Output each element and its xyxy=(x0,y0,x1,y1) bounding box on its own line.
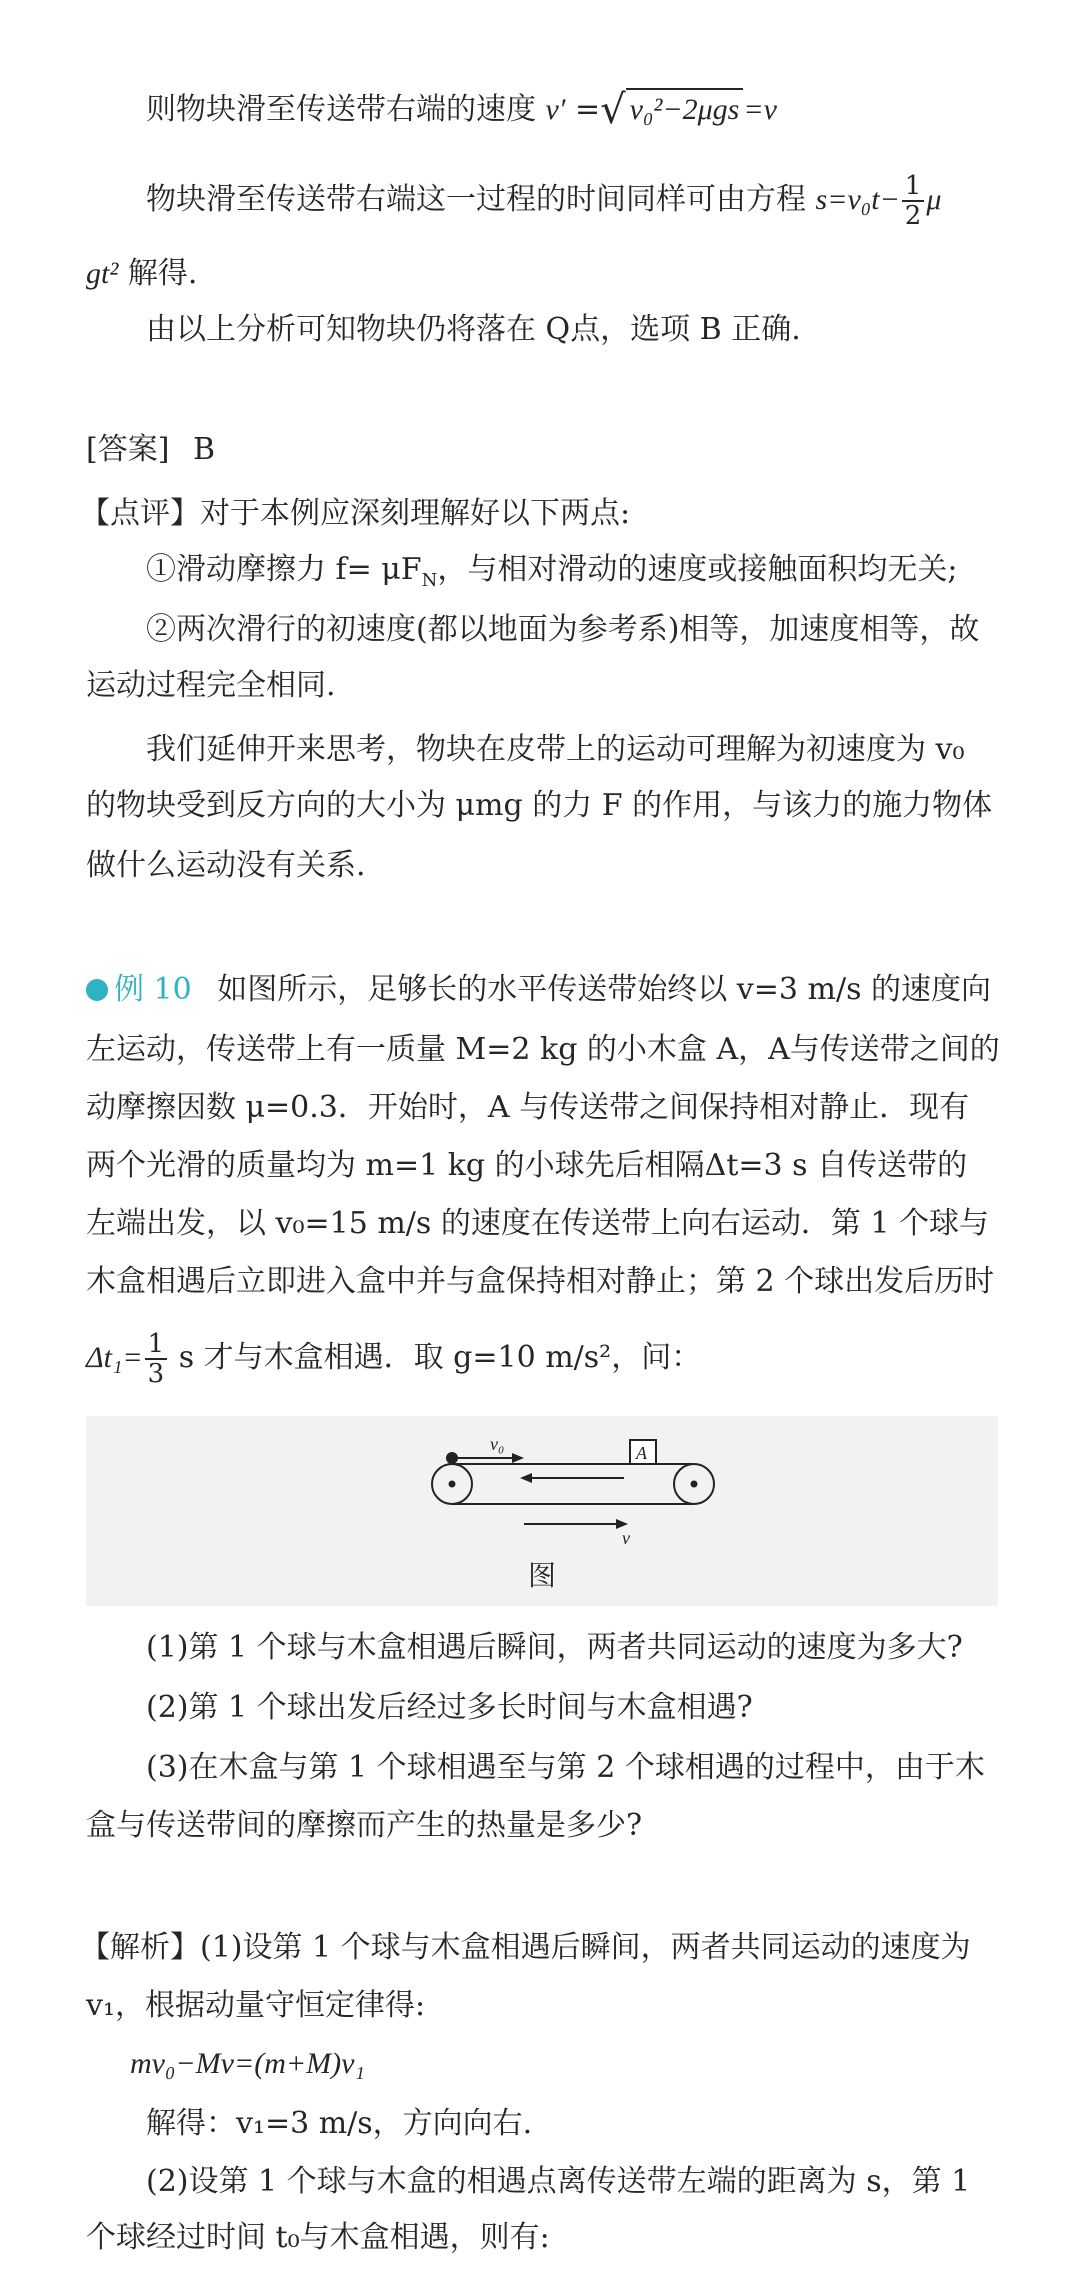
velocity-sentence: 则物块滑至传送带右端的速度 v′ =√ v₀²−2μgs =v xyxy=(146,87,777,133)
example-line-2: 左运动，传送带上有一质量 M=2 kg 的小木盒 A，A与传送带之间的 xyxy=(86,1032,1000,1067)
solution-line-2: v₁，根据动量守恒定律得: xyxy=(86,1988,426,2023)
question-1: (1)第 1 个球与木盒相遇后瞬间，两者共同运动的速度为多大? xyxy=(146,1630,963,1665)
conveyor-diagram xyxy=(86,1416,998,1556)
extension-line-3: 做什么运动没有关系. xyxy=(86,848,366,883)
example-line-7: Δt₁= $\frac{1}{3}$ s 才与木盒相遇．取 g=10 m/s²，问： xyxy=(86,1329,702,1389)
time-sentence-cont: gt² 解得. xyxy=(86,256,198,291)
v0-label: v₀ xyxy=(490,1434,505,1454)
answer-value: B xyxy=(192,432,216,467)
question-3: (3)在木盒与第 1 个球相遇至与第 2 个球相遇的过程中，由于木 xyxy=(146,1750,985,1785)
solution-line-6: 个球经过时间 t₀与木盒相遇，则有: xyxy=(86,2220,550,2255)
conveyor-figure xyxy=(86,1416,998,1606)
sqrt-content: v₀²−2μgs xyxy=(626,88,744,130)
left-pulley-axle xyxy=(449,1481,456,1488)
momentum-equation: mv₀−Mv=(m+M)v₁ xyxy=(130,2047,365,2080)
question-3-cont: 盒与传送带间的摩擦而产生的热量是多少? xyxy=(86,1808,643,1843)
time-sentence: 物块滑至传送带右端这一过程的时间同样可由方程 s=v₀t− $\frac{1}{2}$ μ xyxy=(146,171,942,231)
solution-label: 【解析】 xyxy=(80,1930,200,1965)
solution-line-5: (2)设第 1 个球与木盒的相遇点离传送带左端的距离为 s，第 1 xyxy=(146,2164,971,2199)
box-left-arrow-head xyxy=(520,1473,532,1483)
v0-arrow-head xyxy=(512,1453,524,1463)
fraction-half: $\frac{1}{2}$ xyxy=(902,172,925,230)
example-line-3: 动摩擦因数 μ=0.3．开始时，A 与传送带之间保持相对静止．现有 xyxy=(86,1090,970,1125)
box-a-label: A xyxy=(636,1443,647,1463)
answer-line xyxy=(86,430,215,470)
comment-point-2-cont: 运动过程完全相同. xyxy=(86,668,336,703)
comment-point-2: ②两次滑行的初速度(都以地面为参考系)相等，加速度相等，故 xyxy=(146,612,980,647)
example-line-6: 木盒相遇后立即进入盒中并与盒保持相对静止；第 2 个球出发后历时 xyxy=(86,1264,995,1299)
solution-line-1: 【解析】(1)设第 1 个球与木盒相遇后瞬间，两者共同运动的速度为 xyxy=(80,1930,971,1965)
answer-label: [答案] xyxy=(86,432,170,467)
extension-line-1: 我们延伸开来思考，物块在皮带上的运动可理解为初速度为 v₀ xyxy=(146,732,965,767)
figure-caption: 图 xyxy=(527,1559,556,1592)
example-line-5: 左端出发，以 v₀=15 m/s 的速度在传送带上向右运动．第 1 个球与 xyxy=(86,1206,990,1241)
ball xyxy=(446,1452,458,1464)
bullet-dot-icon xyxy=(86,979,108,1001)
extension-line-2: 的物块受到反方向的大小为 μmg 的力 F 的作用，与该力的施力物体 xyxy=(86,788,993,823)
example-line-1: 例 10 如图所示，足够长的水平传送带始终以 v=3 m/s 的速度向 xyxy=(86,970,991,1010)
example-tag: 例 10 xyxy=(86,972,192,1007)
question-2: (2)第 1 个球出发后经过多长时间与木盒相遇? xyxy=(146,1690,753,1725)
solution-line-4: 解得：v₁=3 m/s，方向向右. xyxy=(146,2106,533,2141)
comment-point-1: ①滑动摩擦力 $f= \mu F_N$，与相对滑动的速度或接触面积均无关; xyxy=(146,552,958,591)
right-pulley-axle xyxy=(691,1481,698,1488)
example-line-4: 两个光滑的质量均为 m=1 kg 的小球先后相隔Δt=3 s 自传送带的 xyxy=(86,1148,968,1183)
sqrt-symbol: √ xyxy=(600,87,626,133)
comment-label: 【点评】 xyxy=(80,496,200,531)
conclusion-sentence: 由以上分析可知物块仍将落在 Q点，选项 B 正确. xyxy=(146,312,801,347)
v-label: v xyxy=(622,1528,630,1548)
comment-intro: 【点评】对于本例应深刻理解好以下两点: xyxy=(80,496,631,531)
fraction-third: $\frac{1}{3}$ xyxy=(145,1330,168,1388)
